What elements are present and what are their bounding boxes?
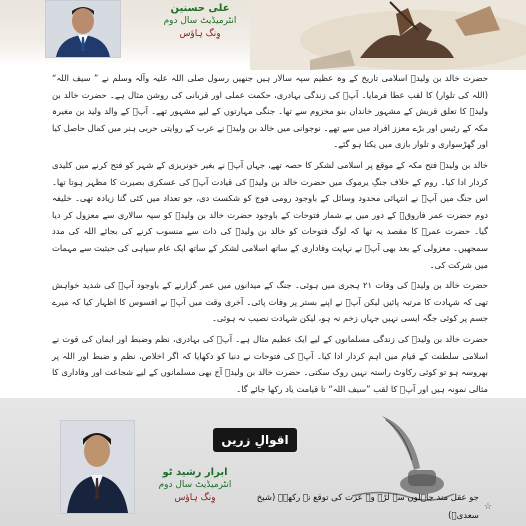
student-house: وِنگ ہاؤس (174, 493, 216, 503)
quotes-title: اقوالِ زریں (213, 428, 297, 452)
article-paragraph: حضرت خالد بن ولیدؓ کی وفات ۲۱ ہجری میں ہوئی۔ جنگ کے میدانوں میں عمر گزارنے کے باوجود آپؓ کی شدید خواہش تھی کہ شہادت کا مرتبہ پائیں لیکن آپؓ نے اپنے بستر پر وفات پائی۔ آخری وقت میں آپؓ نے افسوس کا اظہار کیا کہ میرے جسم پر کوئی جگہ ایسی نہیں جہاں زخم نہ ہو، لیکن شہادت نصیب نہ ہوئی۔ (52, 280, 488, 324)
star-icon: ☆ (483, 502, 492, 512)
student-photo (60, 420, 135, 514)
student-class: انٹرمیڈیٹ سال دوم (158, 480, 232, 490)
author-photo (45, 0, 121, 58)
student-name: ابرار رشید ٹو (162, 467, 228, 478)
author-name: علی حسنین (170, 3, 230, 14)
article-paragraph: حضرت خالد بن ولیدؓ کی زندگی مسلمانوں کے لیے ایک عظیم مثال ہے۔ آپؓ کی بہادری، نظم وضبط اور ایمان کی قوت نے اسلامی سلطنت کے قیام میں اہم کردار ادا کیا۔ آپؓ کی فتوحات نے دنیا کو دکھایا کہ اگر اخلاص، نظم و ضبط اور اللہ پر بھروسہ ہو تو کوئی رکاوٹ راستہ نہیں روک سکتی۔ حضرت خالد بن ولیدؓ آج بھی مسلمانوں کے لیے شجاعت اور وفاداری کا مثالی نمونہ ہیں اور آپؓ کا لقب ”سیف اللہ“ تا قیامت یاد رکھا جائے گا۔ (52, 333, 488, 394)
article-body (52, 70, 488, 392)
horse-rider-illustration (250, 0, 526, 70)
quote-text: جو عقل مند جاہلوں سے لڑے وہ عزت کی توقع نہ رکھے۔ (شیخ سعدیؒ) (256, 493, 479, 521)
author-house: وِنگ ہاؤس (179, 29, 221, 39)
author-caption (145, 2, 255, 41)
quote-item (254, 493, 492, 521)
article-paragraph: خالد بن ولیدؓ فتح مکہ کے موقع پر اسلامی لشکر کا حصہ تھے، جہاں آپؓ نے بغیر خونریزی کے شہر کو فتح کرنے میں کلیدی کردار ادا کیا۔ روم کے خلاف جنگِ یرموک میں حضرت خالد بن ولیدؓ کی قیادت آپؓ کی عسکری بصیرت کا مظہر ہوتا تھا۔ اس جنگ میں آپؓ نے انتہائی محدود وسائل کے باوجود رومی فوج کو شکست دی، جو تعداد میں کئی گنا زیادہ تھی۔ خلیفہ دوم حضرت عمر فاروقؓ کے دور میں بے شمار فتوحات کے باوجود حضرت خالد بن ولیدؓ کو سپہ سالاری سے معزول کر دیا گیا۔ حضرت عمرؓ کا مقصد یہ تھا کہ لوگ فتوحات کو خالد بن ولیدؓ کی ذات سے منسوب کرنے کی بجائے اللہ کی مدد سمجھیں۔ معزولی کے بعد بھی آپؓ نے نہایت وفاداری کے ساتھ اسلامی لشکر کے ساتھ ایک عام سپاہی کی حیثیت سے مہمات میں شرکت کی۔ (52, 159, 488, 270)
student-caption (140, 466, 250, 505)
article-paragraph: حضرت خالد بن ولیدؓ اسلامی تاریخ کے وہ عظیم سپہ سالار ہیں جنھیں رسول صلی اللہ علیہ وآلہ وسلم نے ” سیف اللہ“ (اللہ کی تلوار) کا لقب عطا فرمایا۔ آپؓ کی زندگی بہادری، حکمت عملی اور قربانی کی روشن مثال ہے۔ حضرت خالد بن ولیدؓ کا تعلق قریش کے مشہور خاندان بنو مخزوم سے تھا۔ جنگی مہارتوں کے لیے مشہور تھے۔ آپؓ کے والد ولید بن مغیرہ مکہ کے رئیس اور بڑے معزز افراد میں سے تھے۔ نوجوانی میں خالد بن ولیدؓ نے عرب کے روایتی حربی ہنر میں کمال حاصل کیا اور گھڑسواری و تلوار بازی میں یکتا ہو گئے۔ (52, 73, 488, 150)
author-class: انٹرمیڈیٹ سال دوم (163, 16, 237, 26)
